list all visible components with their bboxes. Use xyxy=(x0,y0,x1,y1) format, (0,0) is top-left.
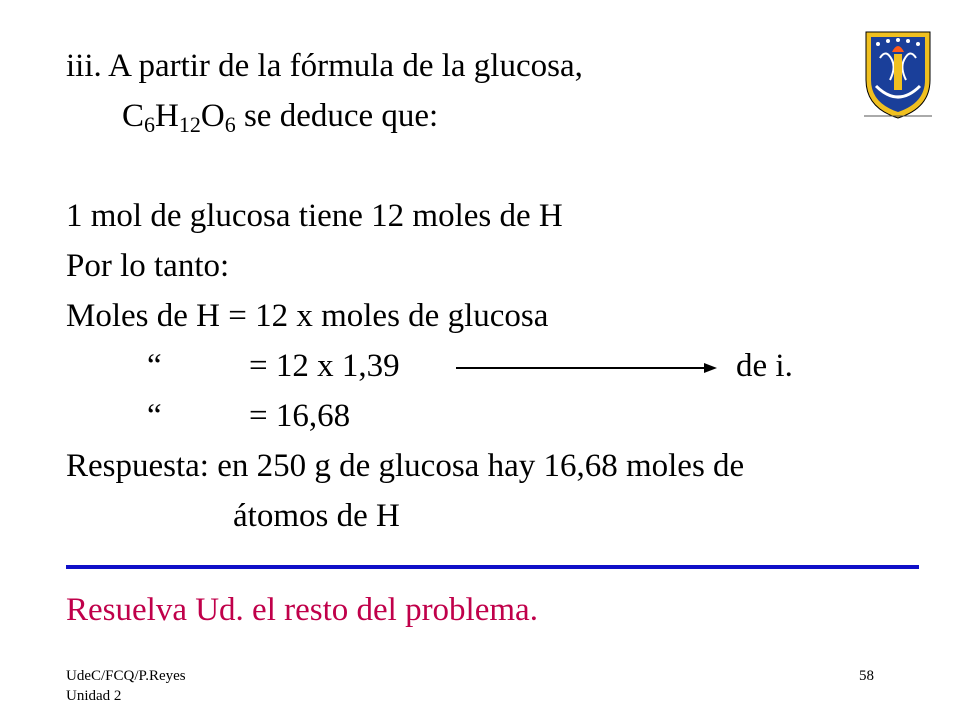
page-number: 58 xyxy=(859,668,874,684)
formula-o-sub: 6 xyxy=(224,112,236,137)
calc-line-2: = 12 x 1,39 xyxy=(249,348,400,384)
reference-label: de i. xyxy=(736,348,793,384)
answer-line-2: átomos de H xyxy=(233,498,400,534)
formula-c-sub: 6 xyxy=(144,112,156,137)
university-crest-icon xyxy=(862,28,934,120)
footer-unit: Unidad 2 xyxy=(66,688,122,704)
formula-h-sub: 12 xyxy=(178,112,201,137)
right-arrow-icon xyxy=(456,358,718,378)
calc-line-1: Moles de H = 12 x moles de glucosa xyxy=(66,298,549,334)
formula-c: C xyxy=(122,98,145,134)
ditto-mark-2: “ xyxy=(147,398,162,434)
step-heading: iii. A partir de la fórmula de la glucosa, xyxy=(66,48,583,84)
calc-line-3: = 16,68 xyxy=(249,398,351,434)
divider-line xyxy=(66,565,919,569)
glucose-formula-line xyxy=(122,96,438,136)
formula-o: O xyxy=(200,98,225,134)
therefore-line: Por lo tanto: xyxy=(66,248,230,284)
ditto-mark-1: “ xyxy=(147,348,162,384)
answer-line-1: Respuesta: en 250 g de glucosa hay 16,68 moles de xyxy=(66,448,745,484)
closing-instruction: Resuelva Ud. el resto del problema. xyxy=(66,592,538,628)
formula-h: H xyxy=(155,98,179,134)
footer-source: UdeC/FCQ/P.Reyes xyxy=(66,668,186,684)
formula-tail: se deduce que: xyxy=(235,98,439,134)
fact-line: 1 mol de glucosa tiene 12 moles de H xyxy=(66,198,563,234)
